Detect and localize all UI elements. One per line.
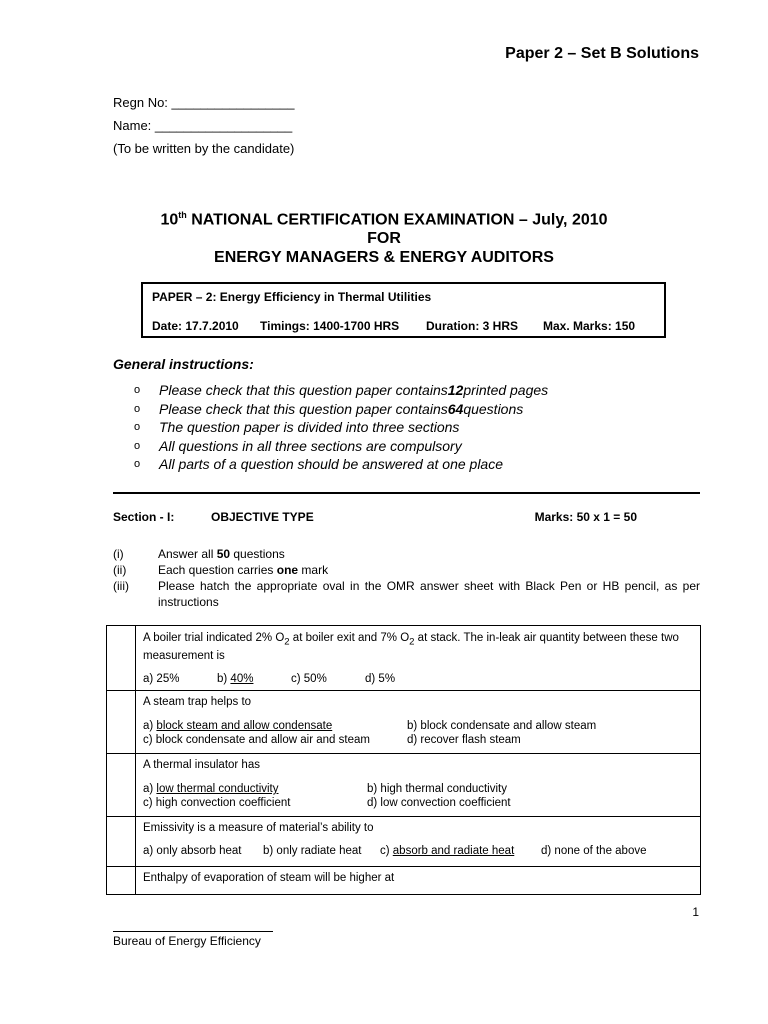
candidate-details — [113, 91, 294, 160]
exam-heading — [0, 206, 768, 267]
question-text: Enthalpy of evaporation of steam will be higher at — [143, 872, 395, 884]
option-b: b) high thermal conductivity — [367, 783, 507, 795]
instruction-item: o All parts of a question should be answered at one place — [134, 456, 504, 473]
section-instruction-item: (ii) Each question carries one mark — [113, 563, 329, 577]
document-title: Paper 2 – Set B Solutions — [505, 45, 699, 62]
section-marks: Marks: 50 x 1 = 50 — [534, 510, 637, 524]
question-row — [107, 690, 700, 754]
bullet-icon: o — [134, 421, 141, 434]
candidate-note: (To be written by the candidate) — [113, 141, 295, 156]
option-d: d) 5% — [365, 673, 396, 685]
option-a: a) block steam and allow condensate — [143, 720, 333, 732]
option-c: c) block condensate and allow air and steam — [143, 734, 370, 746]
exam-for-line: FOR — [367, 230, 401, 248]
section-label: Section - I: — [113, 510, 175, 524]
option-d: d) low convection coefficient — [367, 797, 511, 809]
option-c: c) absorb and radiate heat — [380, 845, 515, 857]
question-row — [107, 866, 700, 894]
question-row — [107, 753, 700, 817]
paper-max-marks: Max. Marks: 150 — [543, 319, 636, 333]
paper-duration: Duration: 3 HRS — [426, 319, 519, 333]
bullet-icon: o — [134, 458, 141, 471]
option-c: c) high convection coefficient — [143, 797, 291, 809]
page-number: 1 — [692, 905, 699, 919]
section-type: OBJECTIVE TYPE — [211, 510, 314, 524]
option-b: b) block condensate and allow steam — [407, 720, 597, 732]
bullet-icon: o — [134, 402, 141, 415]
general-instructions-list — [134, 381, 548, 474]
instruction-item: o All questions in all three sections are compulsory — [134, 437, 462, 454]
question-text: A thermal insulator has — [143, 759, 260, 771]
bullet-icon: o — [134, 384, 141, 396]
instruction-item: o Please check that this question paper contains 64 questions — [134, 400, 524, 417]
exam-audience-line: ENERGY MANAGERS & ENERGY AUDITORS — [214, 249, 554, 267]
regn-no-field: Regn No: _________________ — [113, 95, 295, 110]
paper-meta — [152, 319, 635, 333]
option-b: b) 40% — [217, 673, 254, 685]
section-instruction-item: (iii) Please hatch the appropriate oval in the OMR answer sheet with Black Pen or HB pencil, as per instructions — [113, 579, 700, 609]
instruction-item: o Please check that this question paper contains 12 printed pages — [134, 382, 549, 398]
option-b: b) only radiate heat — [263, 845, 362, 857]
option-a: a) low thermal conductivity — [143, 783, 279, 795]
paper-date: Date: 17.7.2010 — [152, 319, 239, 333]
instruction-item: o The question paper is divided into three sections — [134, 419, 460, 436]
section-divider — [113, 492, 700, 494]
option-a: a) only absorb heat — [143, 845, 242, 857]
paper-info-box — [141, 282, 666, 338]
name-field: Name: ___________________ — [113, 118, 293, 133]
questions-table — [106, 625, 701, 895]
option-c: c) 50% — [291, 673, 327, 685]
option-a: a) 25% — [143, 673, 180, 685]
option-d: d) recover flash steam — [407, 734, 521, 746]
general-instructions-title: General instructions: — [113, 356, 254, 372]
question-text: A boiler trial indicated 2% $O_2$ at boiler exit and 7% $O_2$ at stack. The in-leak air quantity between these two measurement is — [143, 632, 679, 663]
correct-answer: absorb and radiate heat — [392, 845, 515, 857]
question-text: A steam trap helps to — [143, 696, 252, 708]
question-row — [107, 816, 700, 867]
exam-title-line: 10th NATIONAL CERTIFICATION EXAMINATION – July, 2010 — [160, 210, 608, 229]
section-instruction-item: (i) Answer all 50 questions — [113, 547, 285, 561]
question-row — [107, 626, 700, 691]
correct-answer: low thermal conductivity — [156, 783, 279, 795]
footer-divider — [113, 931, 273, 932]
bullet-icon: o — [134, 439, 141, 452]
question-text: Emissivity is a measure of material’s ability to — [143, 822, 374, 834]
correct-answer: 40% — [230, 673, 254, 685]
paper-timings: Timings: 1400-1700 HRS — [260, 319, 400, 333]
correct-answer: block steam and allow condensate — [156, 720, 333, 732]
footer-organization: Bureau of Energy Efficiency — [113, 934, 261, 948]
option-d: d) none of the above — [541, 845, 647, 857]
section-instructions — [113, 546, 700, 610]
paper-title: PAPER – 2: Energy Efficiency in Thermal Utilities — [152, 290, 432, 304]
